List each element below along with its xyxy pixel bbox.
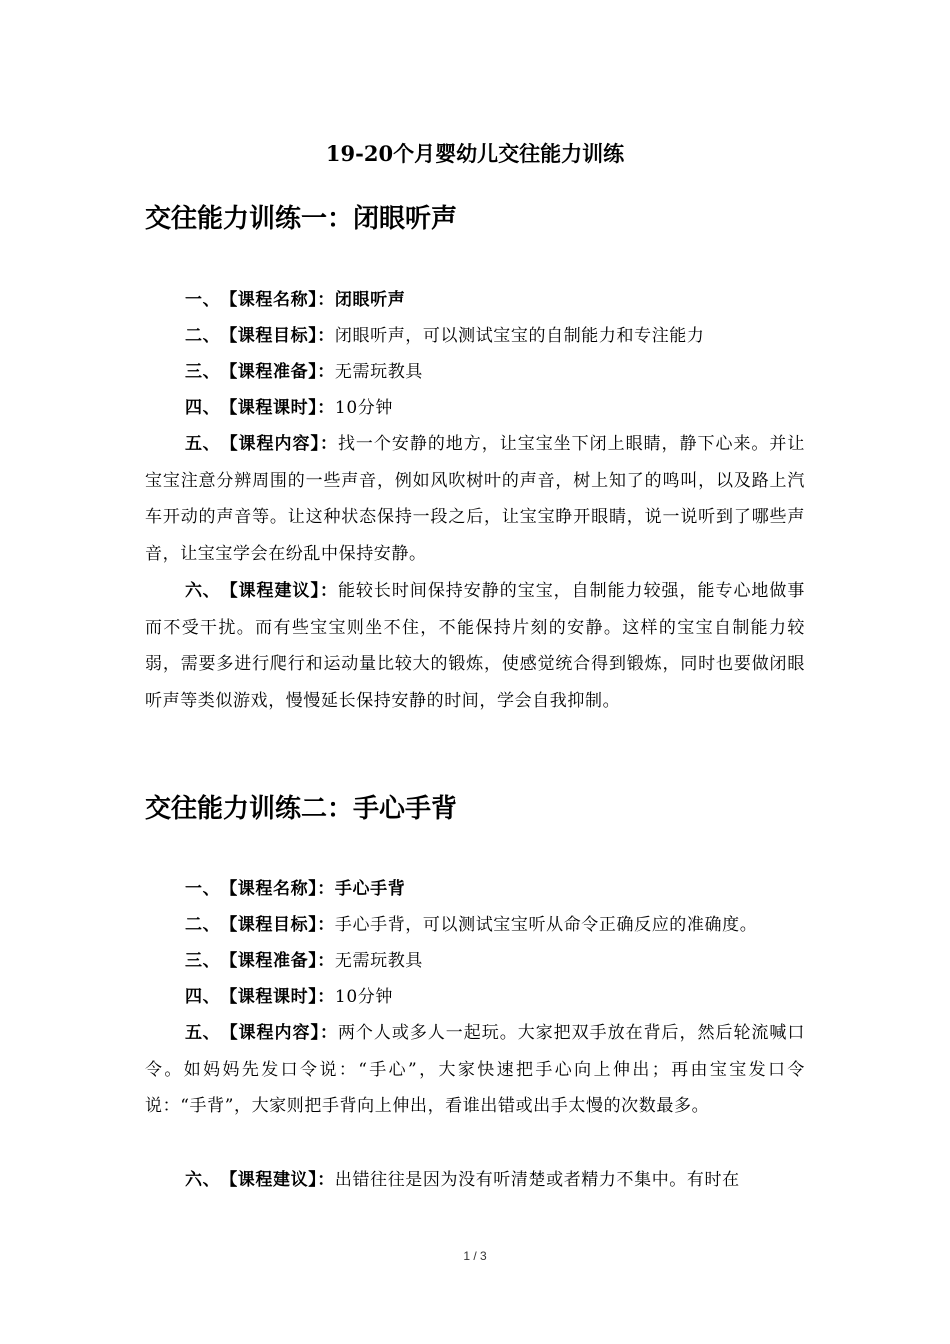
item-label: 【课程名称】： bbox=[220, 290, 335, 310]
item-number: 二、 bbox=[185, 915, 221, 935]
item-number: 一、 bbox=[185, 290, 221, 310]
section-heading-2: 交往能力训练二：手心手背 bbox=[145, 794, 458, 824]
section-2-item-5 bbox=[145, 1015, 805, 1125]
item-label: 【课程内容】： bbox=[220, 434, 338, 454]
item-label: 【课程准备】： bbox=[220, 951, 335, 971]
item-number: 三、 bbox=[185, 951, 221, 971]
item-text: 10分钟 bbox=[334, 987, 393, 1007]
section-2-item-1 bbox=[145, 871, 805, 908]
item-number: 五、 bbox=[185, 1023, 221, 1043]
page-number: 1 / 3 bbox=[463, 1249, 487, 1263]
item-label: 【课程准备】： bbox=[220, 362, 335, 382]
item-number: 二、 bbox=[185, 326, 221, 346]
item-text: 两个人或多人一起玩。大家把双手放在背后，然后轮流喊口令。如妈妈先发口令说：“手心”，大家快速把手心向上伸出；再由宝宝发口令说：“手背”，大家则把手背向上伸出，看谁出错或出手太慢的次数最多。 bbox=[145, 1023, 805, 1116]
section-1-item-5 bbox=[145, 426, 805, 572]
item-number: 四、 bbox=[185, 987, 221, 1007]
item-label: 【课程课时】： bbox=[220, 987, 335, 1007]
item-number: 一、 bbox=[185, 879, 221, 899]
item-text: 10分钟 bbox=[334, 398, 393, 418]
item-number: 五、 bbox=[185, 434, 221, 454]
section-2-item-6 bbox=[145, 1162, 805, 1199]
item-text: 出错往往是因为没有听清楚或者精力不集中。有时在 bbox=[334, 1170, 740, 1190]
item-text: 手心手背 bbox=[334, 879, 406, 899]
section-1-item-2 bbox=[145, 318, 805, 355]
item-label: 【课程建议】： bbox=[220, 1170, 335, 1190]
section-heading-1: 交往能力训练一：闭眼听声 bbox=[145, 204, 458, 234]
section-2-item-4 bbox=[145, 979, 805, 1016]
item-text: 找一个安静的地方，让宝宝坐下闭上眼睛，静下心来。并让宝宝注意分辨周围的一些声音，例如风吹树叶的声音，树上知了的鸣叫，以及路上汽车开动的声音等。让这种状态保持一段之后，让宝宝睁开眼睛，说一说听到了哪些声音，让宝宝学会在纷乱中保持安静。 bbox=[145, 434, 805, 564]
item-number: 六、 bbox=[185, 1170, 221, 1190]
section-1-item-3 bbox=[145, 354, 805, 391]
section-1-item-6 bbox=[145, 573, 805, 719]
item-label: 【课程课时】： bbox=[220, 398, 335, 418]
item-text: 无需玩教具 bbox=[334, 362, 423, 382]
item-number: 三、 bbox=[185, 362, 221, 382]
item-label: 【课程内容】： bbox=[220, 1023, 338, 1043]
item-text: 闭眼听声，可以测试宝宝的自制能力和专注能力 bbox=[334, 326, 705, 346]
document-title: 19-20个月婴幼儿交往能力训练 bbox=[325, 141, 625, 166]
item-number: 四、 bbox=[185, 398, 221, 418]
section-1-item-4 bbox=[145, 390, 805, 427]
item-label: 【课程建议】： bbox=[220, 581, 338, 601]
section-2-item-3 bbox=[145, 943, 805, 980]
item-label: 【课程名称】： bbox=[220, 879, 335, 899]
item-text: 手心手背，可以测试宝宝听从命令正确反应的准确度。 bbox=[334, 915, 758, 935]
item-text: 能较长时间保持安静的宝宝，自制能力较强，能专心地做事而不受干扰。而有些宝宝则坐不住，不能保持片刻的安静。这样的宝宝自制能力较弱，需要多进行爬行和运动量比较大的锻炼，使感觉统合得到锻炼，同时也要做闭眼听声等类似游戏，慢慢延长保持安静的时间，学会自我抑制。 bbox=[145, 581, 805, 711]
item-label: 【课程目标】： bbox=[220, 915, 335, 935]
section-2-item-2 bbox=[145, 907, 805, 944]
item-text: 闭眼听声 bbox=[334, 290, 406, 310]
item-number: 六、 bbox=[185, 581, 221, 601]
section-1-item-1 bbox=[145, 282, 805, 319]
item-label: 【课程目标】： bbox=[220, 326, 335, 346]
item-text: 无需玩教具 bbox=[334, 951, 423, 971]
